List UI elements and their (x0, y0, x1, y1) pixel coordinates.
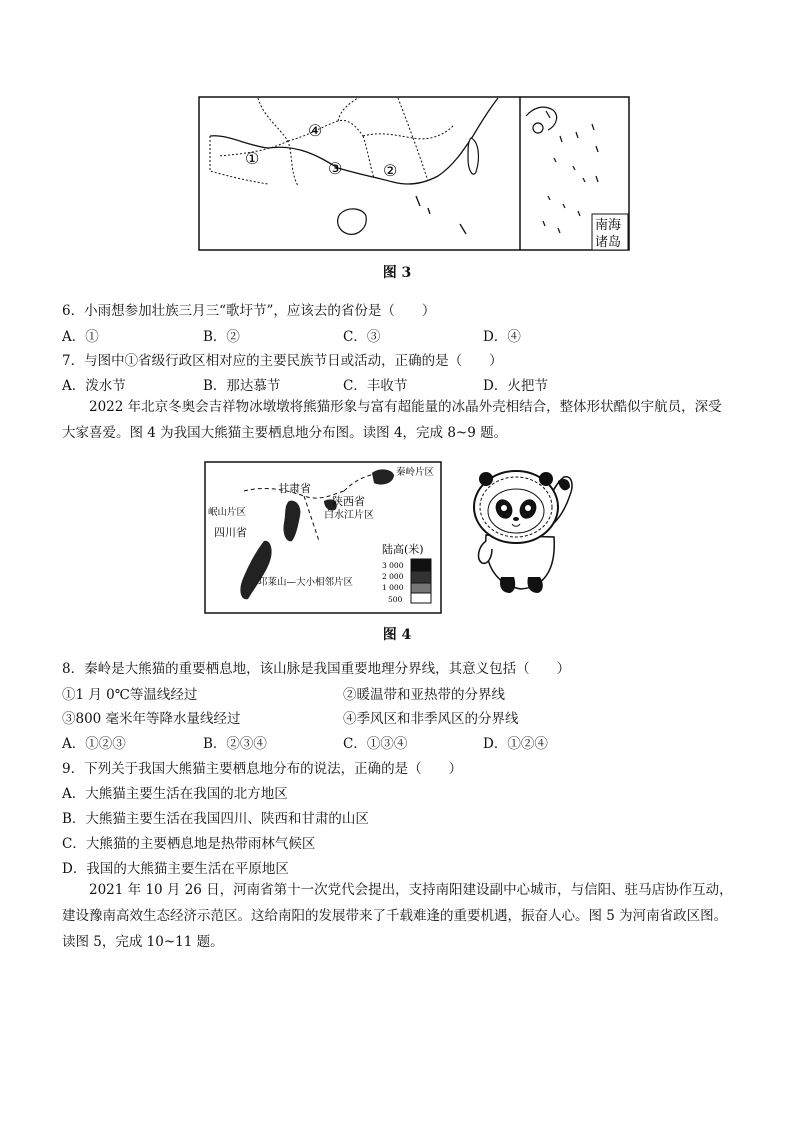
inset-label-line2: 诸岛 (595, 235, 622, 250)
q9-option-d[interactable]: D．我国的大熊猫主要生活在平原地区 (62, 861, 289, 877)
q7-option-c[interactable]: C．丰收节 (343, 378, 408, 394)
label-qinling: 秦岭片区 (396, 467, 435, 478)
q6-option-c[interactable]: C．③ (343, 329, 381, 345)
intro-questions-10-11: 2021 年 10 月 26 日，河南省第十一次党代会提出，支持南阳建设副中心城市，与信阳、驻马店协作互动，建设豫南高效生态经济示范区。这给南阳的发展带来了千载难逢的重要机遇，振奋人心。图 5 为河南省政区图。读图 5，完成 10~11 题。 (62, 882, 733, 950)
q6-option-b[interactable]: B．② (203, 329, 240, 345)
question-6-stem: 6．小雨想参加壮族三月三“歌圩节”，应该去的省份是（ ） (62, 303, 436, 319)
legend-title: 陆高(米) (382, 543, 424, 556)
q8-item-1: ①1 月 0℃等温线经过 (62, 687, 198, 703)
figure-3-caption: 图 3 (382, 265, 412, 281)
region-label-4: ④ (308, 121, 323, 140)
q8-option-a[interactable]: A．①②③ (62, 736, 126, 752)
legend-value-2000: 2 000 (382, 572, 404, 581)
figure-3-map (198, 96, 630, 251)
q8-option-b[interactable]: B．②③④ (203, 736, 267, 752)
inset-label-line1: 南海 (595, 218, 622, 233)
intro-questions-8-9: 2022 年北京冬奥会吉祥物冰墩墩将熊猫形象与富有超能量的冰晶外壳相结合，整体形状酷似宇航员，深受大家喜爱。图 4 为我国大熊猫主要栖息地分布图。读图 4，完成 8~9 题。 (62, 399, 722, 441)
region-label-2: ② (383, 161, 398, 180)
label-baishuijiang: 白水江片区 (324, 510, 374, 521)
figure-4-map (204, 461, 442, 614)
q9-option-b[interactable]: B．大熊猫主要生活在我国四川、陕西和甘肃的山区 (62, 811, 369, 827)
label-shaanxi: 陕西省 (332, 495, 365, 508)
q6-option-a[interactable]: A．① (62, 329, 99, 345)
label-sichuan: 四川省 (214, 526, 247, 539)
region-label-3: ③ (328, 159, 343, 178)
q7-option-b[interactable]: B．那达慕节 (203, 378, 281, 394)
question-9-stem: 9．下列关于我国大熊猫主要栖息地分布的说法，正确的是（ ） (62, 761, 463, 777)
question-7-stem: 7．与图中①省级行政区相对应的主要民族节日或活动，正确的是（ ） (62, 353, 503, 369)
q8-item-3: ③800 毫米年等降水量线经过 (62, 711, 241, 727)
q7-option-d[interactable]: D．火把节 (483, 378, 548, 394)
region-label-1: ① (245, 149, 260, 168)
label-minshan: 岷山片区 (208, 507, 247, 518)
label-qionglai: 邛莱山—大小相邻片区 (258, 577, 354, 588)
label-gansu: 甘肃省 (278, 482, 311, 495)
q9-option-a[interactable]: A．大熊猫主要生活在我国的北方地区 (62, 786, 288, 802)
figure-4-caption: 图 4 (382, 627, 412, 643)
q8-option-d[interactable]: D．①②④ (483, 736, 548, 752)
q8-item-2: ②暖温带和亚热带的分界线 (343, 687, 505, 703)
q6-option-d[interactable]: D．④ (483, 329, 521, 345)
legend-value-3000: 3 000 (382, 561, 404, 570)
q8-item-4: ④季风区和非季风区的分界线 (343, 711, 519, 727)
question-8-stem: 8．秦岭是大熊猫的重要栖息地，该山脉是我国重要地理分界线，其意义包括（ ） (62, 661, 571, 677)
q7-option-a[interactable]: A．泼水节 (62, 378, 126, 394)
legend-value-1000: 1 000 (382, 583, 404, 592)
q9-option-c[interactable]: C．大熊猫的主要栖息地是热带雨林气候区 (62, 836, 316, 852)
q8-option-c[interactable]: C．①③④ (343, 736, 408, 752)
mascot-illustration (466, 465, 576, 595)
legend-value-500: 500 (388, 595, 403, 604)
